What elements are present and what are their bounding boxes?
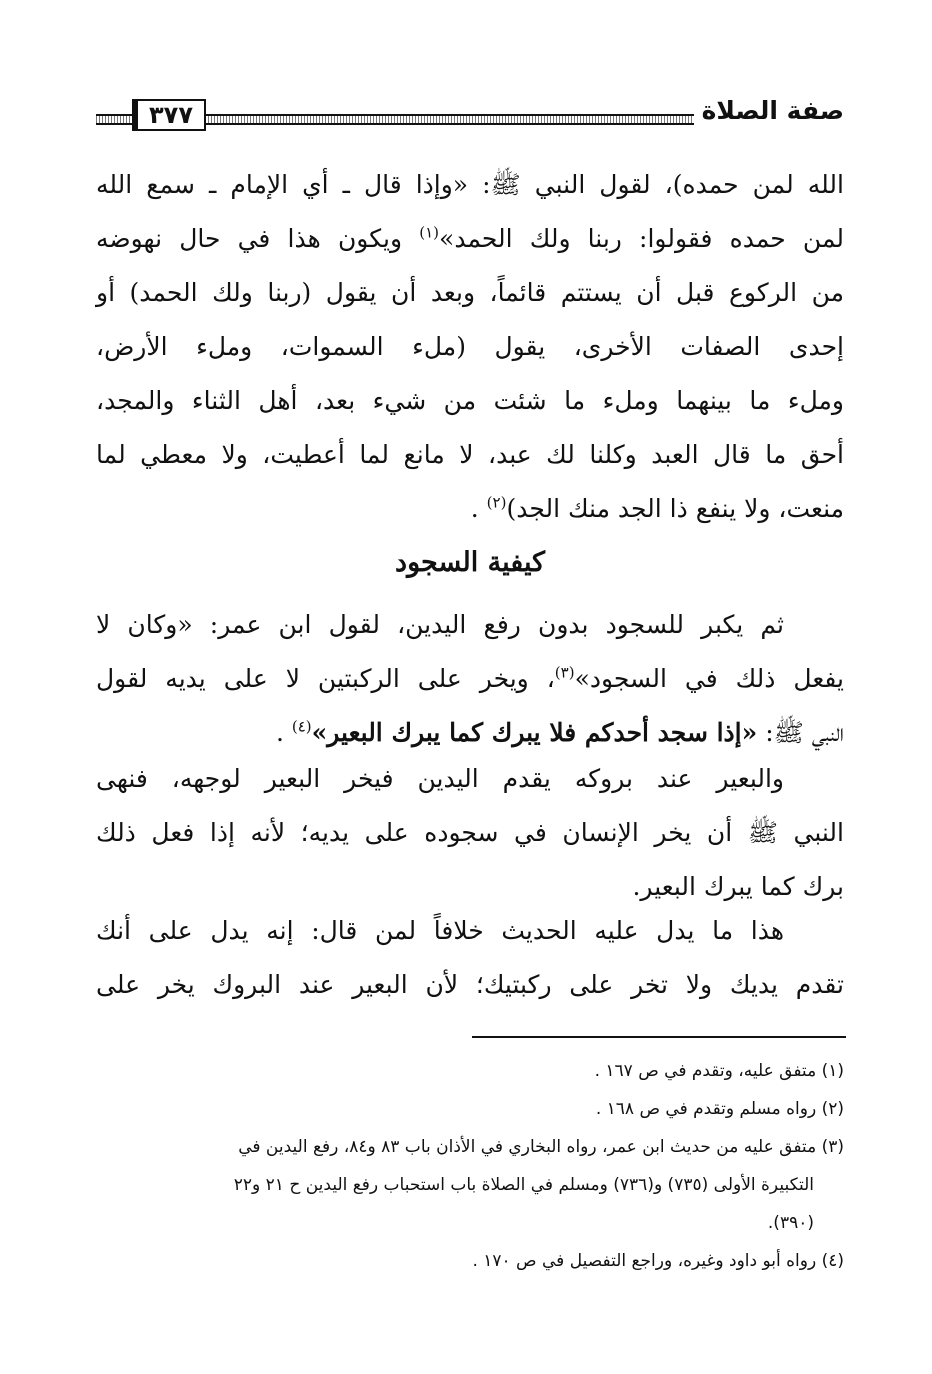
text-line: هذا ما يدل عليه الحديث خلافاً لمن قال: إنه يدل على أنك [96,916,784,945]
text-line: الله لمن حمده)، لقول النبي ﷺ: «وإذا قال ـ أي الإمام ـ سمع الله [96,170,844,199]
footnote-3-cont: (٣٩٠). [767,1213,814,1233]
text-line: من الركوع قبل أن يستتم قائماً، وبعد أن يقول (ربنا ولك الحمد) أو [96,278,844,307]
text-line: وملء ما بينهما وملء ما شئت من شيء بعد، أهل الثناء والمجد، [96,386,844,415]
text-line: والبعير عند بروكه يقدم اليدين فيخر البعير لوجهه، فنهى [96,764,784,793]
paragraph-1 [96,158,844,536]
hadith-quote: «إذا سجد أحدكم فلا يبرك كما يبرك البعير» [311,718,758,747]
header-rule-stub [96,114,132,125]
paragraph-4 [96,904,844,1012]
footnote-2: (٢) رواه مسلم وتقدم في ص ١٦٨ . [595,1099,844,1119]
text-line: يفعل ذلك في السجود»$^{(٣)}$، ويخر على الركبتين لا على يديه لقول [96,663,844,693]
footnote-marker: (١) [419,223,440,242]
paragraph-2 [96,598,844,760]
text-line: برك كما يبرك البعير. [632,872,844,901]
footnote-marker: (٢) [486,493,507,512]
page-header [96,96,844,138]
footnote-3: (٣) متفق عليه من حديث ابن عمر، رواه البخاري في الأذان باب ٨٣ و٨٤، رفع اليدين في [238,1137,844,1157]
footnote-marker: (٣) [554,663,575,682]
text-line: لمن حمده فقولوا: ربنا ولك الحمد»$^{(١)}$ ويكون هذا في حال نهوضه [96,223,845,253]
running-title: صفة الصلاة [701,96,844,125]
text-line: ثم يكبر للسجود بدون رفع اليدين، لقول ابن عمر: «وكان لا [96,610,784,639]
text-line: أحق ما قال العبد وكلنا لك عبد، لا مانع لما أعطيت، ولا معطي لما [96,440,844,469]
text-line: منعت، ولا ينفع ذا الجد منك الجد)$^{(٢)}$ . [470,493,844,523]
footnote-3-cont: التكبيرة الأولى (٧٣٥) و(٧٣٦) ومسلم في الصلاة باب استحباب رفع اليدين ح ٢١ و٢٢ [233,1175,814,1195]
text-line: تقدم يديك ولا تخر على ركبتيك؛ لأن البعير عند البروك يخر على [96,970,844,999]
page-number: ٣٧٧ [136,99,206,131]
footnote-separator [472,1036,846,1038]
text-line: إحدى الصفات الأخرى، يقول (ملء السموات، وملء الأرض، [96,332,844,361]
header-rule [184,114,694,125]
text-line: النبي ﷺ: «إذا سجد أحدكم فلا يبرك كما يبرك البعير»$^{(٤)}$ . [275,717,844,747]
footnote-4: (٤) رواه أبو داود وغيره، وراجع التفصيل في ص ١٧٠ . [472,1251,844,1271]
footnote-marker: (٤) [291,717,312,736]
footnotes [96,1052,844,1280]
footnote-1: (١) متفق عليه، وتقدم في ص ١٦٧ . [594,1061,844,1081]
section-heading: كيفية السجود [395,547,545,578]
text-line: النبي ﷺ أن يخر الإنسان في سجوده على يديه؛ لأنه إذا فعل ذلك [96,818,844,847]
paragraph-3 [96,752,844,914]
